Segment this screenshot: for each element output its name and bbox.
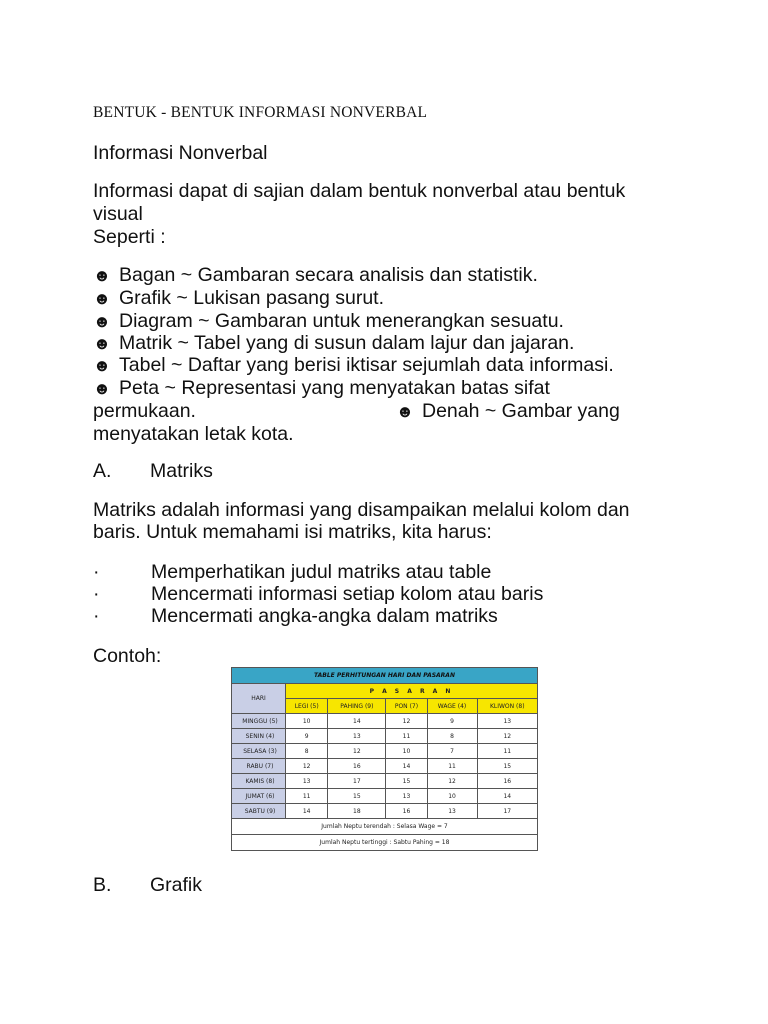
- table-title: TABLE PERHITUNGAN HARI DAN PASARAN: [232, 668, 538, 684]
- peta-continuation: permukaan.: [93, 400, 196, 422]
- bullet-text: Diagram ~ Gambaran untuk menerangkan sesuatu.: [119, 310, 564, 332]
- value-cell: 10: [427, 789, 477, 804]
- value-cell: 14: [328, 714, 386, 729]
- section-letter: B.: [93, 874, 112, 896]
- bullet-text: Matrik ~ Tabel yang di susun dalam lajur dan jajaran.: [119, 332, 575, 354]
- document-heading: BENTUK - BENTUK INFORMASI NONVERBAL: [93, 104, 428, 121]
- value-cell: 8: [427, 729, 477, 744]
- bullet-text: Tabel ~ Daftar yang berisi iktisar sejumlah data informasi.: [119, 354, 614, 376]
- table-row: [232, 774, 538, 789]
- column-header: LEGI (5): [286, 699, 328, 714]
- matrix-table: [231, 667, 538, 851]
- value-cell: 15: [328, 789, 386, 804]
- value-cell: 16: [328, 759, 386, 774]
- value-cell: 8: [286, 744, 328, 759]
- table-row: [232, 789, 538, 804]
- day-cell: KAMIS (8): [232, 774, 286, 789]
- day-cell: RABU (7): [232, 759, 286, 774]
- value-cell: 13: [386, 789, 427, 804]
- section-b-heading: [93, 874, 202, 897]
- value-cell: 12: [328, 744, 386, 759]
- column-header: PON (7): [386, 699, 427, 714]
- pasaran-header: P A S A R A N: [286, 684, 538, 699]
- point-text: Mencermati angka-angka dalam matriks: [151, 605, 498, 627]
- value-cell: 17: [477, 804, 537, 819]
- matriks-line-1: Matriks adalah informasi yang disampaikan melalui kolom dan: [93, 499, 630, 521]
- column-header: WAGE (4): [427, 699, 477, 714]
- bullet-item: [93, 310, 564, 333]
- value-cell: 11: [286, 789, 328, 804]
- bullet-text: Grafik ~ Lukisan pasang surut.: [119, 287, 385, 309]
- section-title: Grafik: [150, 874, 203, 896]
- day-cell: SABTU (9): [232, 804, 286, 819]
- table-footer-lowest: Jumlah Neptu terendah : Selasa Wage = 7: [232, 819, 538, 835]
- value-cell: 16: [477, 774, 537, 789]
- day-cell: SELASA (3): [232, 744, 286, 759]
- value-cell: 11: [386, 729, 427, 744]
- smiley-icon: ☻: [93, 356, 111, 375]
- value-cell: 11: [427, 759, 477, 774]
- value-cell: 14: [386, 759, 427, 774]
- bullet-item: [93, 377, 550, 400]
- bullet-item: [396, 400, 620, 423]
- bullet-item: [93, 332, 574, 355]
- value-cell: 10: [386, 744, 427, 759]
- smiley-icon: ☻: [93, 266, 111, 285]
- contoh-label: Contoh:: [93, 645, 162, 667]
- column-header: PAHING (9): [328, 699, 386, 714]
- day-cell: MINGGU (5): [232, 714, 286, 729]
- table-row: [232, 759, 538, 774]
- value-cell: 9: [286, 729, 328, 744]
- section-a-heading: [93, 460, 213, 483]
- value-cell: 14: [477, 789, 537, 804]
- smiley-icon: ☻: [93, 289, 111, 308]
- value-cell: 15: [386, 774, 427, 789]
- value-cell: 13: [477, 714, 537, 729]
- dot-bullet-icon: ·: [93, 561, 100, 583]
- matrix-table-container: [231, 667, 538, 851]
- value-cell: 12: [286, 759, 328, 774]
- intro-line-2: visual: [93, 203, 143, 225]
- bullet-item: [93, 264, 538, 287]
- value-cell: 13: [427, 804, 477, 819]
- point-text: Mencermati informasi setiap kolom atau baris: [151, 583, 544, 605]
- point-item: [93, 583, 543, 606]
- value-cell: 17: [328, 774, 386, 789]
- value-cell: 7: [427, 744, 477, 759]
- value-cell: 10: [286, 714, 328, 729]
- section-letter: A.: [93, 460, 112, 482]
- subtitle: Informasi Nonverbal: [93, 142, 268, 164]
- dot-bullet-icon: ·: [93, 583, 100, 605]
- bullet-item: [93, 354, 614, 377]
- value-cell: 12: [386, 714, 427, 729]
- intro-line-1: Informasi dapat di sajian dalam bentuk nonverbal atau bentuk: [93, 180, 626, 202]
- column-header: KLIWON (8): [477, 699, 537, 714]
- value-cell: 11: [477, 744, 537, 759]
- value-cell: 9: [427, 714, 477, 729]
- table-row: [232, 804, 538, 819]
- dot-bullet-icon: ·: [93, 605, 100, 627]
- point-text: Memperhatikan judul matriks atau table: [151, 561, 492, 583]
- value-cell: 13: [286, 774, 328, 789]
- point-item: [93, 561, 491, 584]
- bullet-text: Bagan ~ Gambaran secara analisis dan statistik.: [119, 264, 538, 286]
- value-cell: 12: [477, 729, 537, 744]
- value-cell: 12: [427, 774, 477, 789]
- day-cell: JUMAT (6): [232, 789, 286, 804]
- point-item: [93, 605, 498, 628]
- bullet-text: Peta ~ Representasi yang menyatakan batas sifat: [119, 377, 550, 399]
- section-title: Matriks: [150, 460, 213, 482]
- denah-continuation: menyatakan letak kota.: [93, 423, 294, 445]
- smiley-icon: ☻: [93, 334, 111, 353]
- value-cell: 13: [328, 729, 386, 744]
- day-cell: SENIN (4): [232, 729, 286, 744]
- value-cell: 18: [328, 804, 386, 819]
- hari-header: HARI: [232, 684, 286, 714]
- seperti-label: Seperti :: [93, 226, 166, 248]
- bullet-item: [93, 287, 384, 310]
- table-footer-highest: Jumlah Neptu tertinggi : Sabtu Pahing = 18: [232, 835, 538, 851]
- smiley-icon: ☻: [396, 402, 414, 421]
- table-row: [232, 729, 538, 744]
- smiley-icon: ☻: [93, 312, 111, 331]
- value-cell: 16: [386, 804, 427, 819]
- value-cell: 14: [286, 804, 328, 819]
- table-row: [232, 744, 538, 759]
- value-cell: 15: [477, 759, 537, 774]
- smiley-icon: ☻: [93, 379, 111, 398]
- bullet-text: Denah ~ Gambar yang: [422, 400, 620, 422]
- matriks-line-2: baris. Untuk memahami isi matriks, kita harus:: [93, 521, 492, 543]
- table-row: [232, 714, 538, 729]
